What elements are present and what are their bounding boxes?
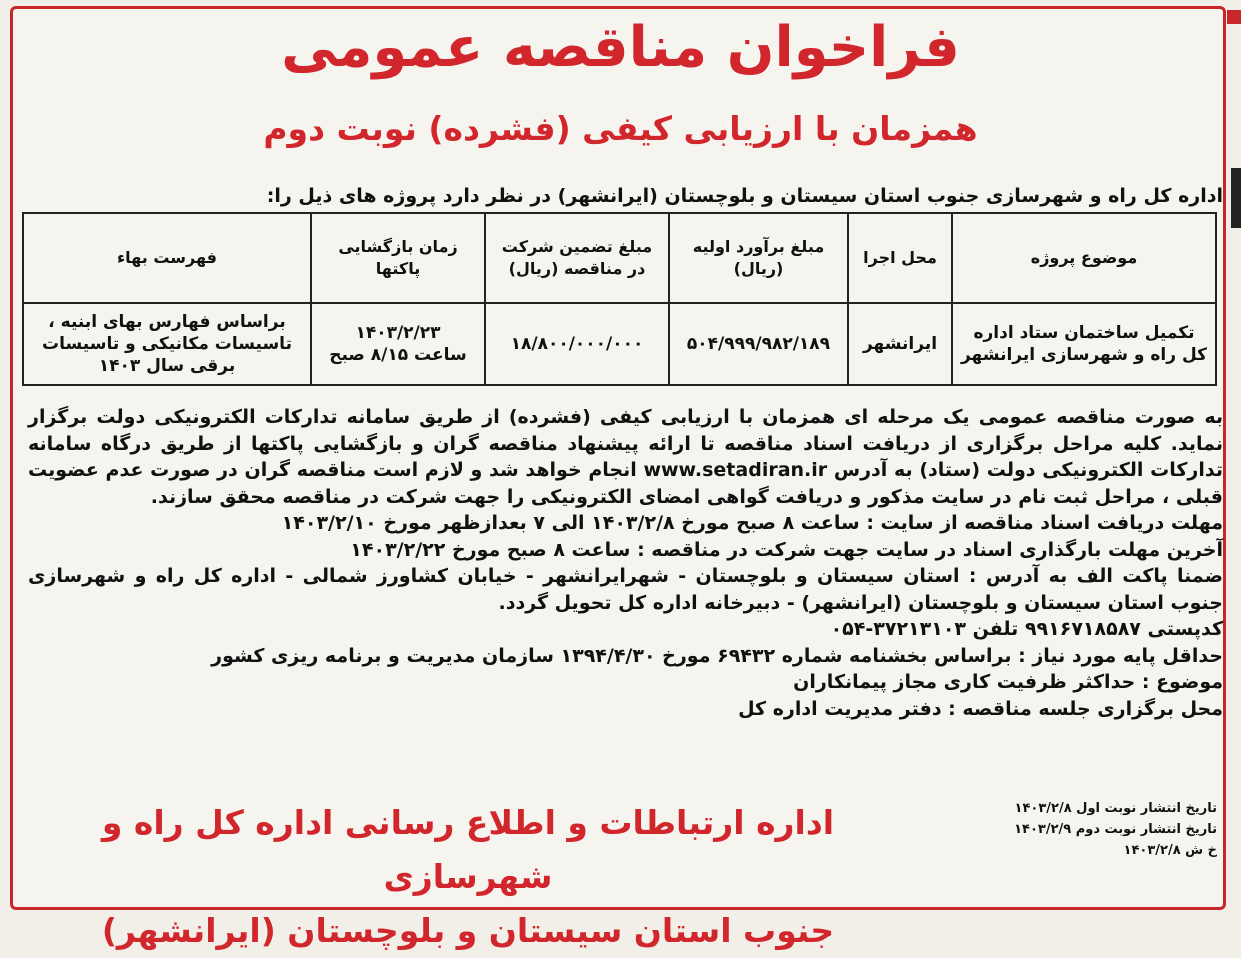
- dept-line-1: اداره ارتباطات و اطلاع رسانی اداره کل راه و شهرسازی: [101, 803, 835, 896]
- notice-subtitle: همزمان با ارزیابی کیفی (فشرده) نوبت دوم: [263, 109, 978, 148]
- publish-second: تاریخ انتشار نوبت دوم ۱۴۰۳/۲/۹: [1014, 822, 1217, 837]
- publish-first: تاریخ انتشار نوبت اول ۱۴۰۳/۲/۸: [1014, 801, 1217, 816]
- postal-phone: کدپستی ۹۹۱۶۷۱۸۵۸۷ تلفن ۳۷۲۱۳۱۰۳-۰۵۴: [830, 618, 1223, 640]
- topic-line: موضوع : حداکثر ظرفیت کاری مجاز پیمانکاران: [793, 671, 1223, 693]
- cell-pricelist: براساس فهارس بهای ابنیه ، تاسیسات مکانیکی و تاسیسات برقی سال ۱۴۰۳: [23, 303, 311, 385]
- opening-time: ساعت ۸/۱۵ صبح: [329, 345, 467, 365]
- deadline-receive: مهلت دریافت اسناد مناقصه از سایت : ساعت ۸ صبح مورخ ۱۴۰۳/۲/۸ الی ۷ بعدازظهر مورخ ۱۴۰۳/۲/۱۰: [281, 512, 1223, 534]
- intro-line: اداره کل راه و شهرسازی جنوب استان سیستان و بلوچستان (ایرانشهر) در نظر دارد پروژه های ذیل را:: [266, 185, 1223, 207]
- header-guarantee: مبلغ تضمین شرکت در مناقصه (ریال): [485, 213, 669, 303]
- department-signature: [28, 796, 908, 958]
- header-pricelist: فهرست بهاء: [23, 213, 311, 303]
- header-estimate: مبلغ برآورد اولیه (ریال): [669, 213, 848, 303]
- deadline-upload: آخرین مهلت بارگذاری اسناد در سایت جهت شرکت در مناقصه : ساعت ۸ صبح مورخ ۱۴۰۳/۲/۲۲: [350, 538, 1223, 561]
- cell-estimate: ۵۰۴/۹۹۹/۹۸۲/۱۸۹: [669, 303, 848, 385]
- body-paragraph: به صورت مناقصه عمومی یک مرحله ای همزمان با ارزیابی کیفی (فشرده) از طریق سامانه تدارکات الکترونیکی دولت برگزار نماید. کلیه مراحل برگزاری از دریافت اسناد مناقصه تا ارائه پیشنهاد مناقصه گران و بازگشایی پاکتها از طریق درگاه سامانه تدارکات الکترونیکی دولت (ستاد) به آدرس www.setadiran.ir انجام خواهد شد و لازم است مناقصه گران در صورت عدم عضویت قبلی ، مراحل ثبت نام در سایت مذکور و دریافت گواهی امضای الکترونیکی را جهت شرکت در مناقصه محقق سازند.: [28, 406, 1223, 508]
- notice-code: خ ش ۱۴۰۳/۲/۸: [1123, 843, 1217, 858]
- tender-table: [22, 212, 1217, 386]
- venue-line: محل برگزاری جلسه مناقصه : دفتر مدیریت اداره کل: [738, 697, 1223, 720]
- cell-guarantee: ۱۸/۸۰۰/۰۰۰/۰۰۰: [485, 303, 669, 385]
- notice-title: فراخوان مناقصه عمومی: [281, 15, 960, 80]
- cell-subject: تکمیل ساختمان ستاد اداره کل راه و شهرسازی ایرانشهر: [952, 303, 1216, 385]
- header-opening: زمان بازگشایی پاکتها: [311, 213, 485, 303]
- table-row: [23, 303, 1216, 385]
- edge-mark: [1231, 168, 1241, 228]
- min-grade: حداقل پایه مورد نیاز : براساس بخشنامه شماره ۶۹۴۳۲ مورخ ۱۳۹۴/۴/۳۰ سازمان مدیریت و برنامه ریزی کشور: [211, 644, 1223, 667]
- dept-line-2: جنوب استان سیستان و بلوچستان (ایرانشهر): [101, 911, 835, 950]
- envelope-address: ضمنا پاکت الف به آدرس : استان سیستان و بلوچستان - شهرایرانشهر - خیابان کشاورز شمالی - اداره کل راه و شهرسازی جنوب استان سیستان و بلوچستان (ایرانشهر) - دبیرخانه اداره کل تحویل گردد.: [28, 565, 1223, 614]
- table-header-row: [23, 213, 1216, 303]
- header-subject: موضوع پروژه: [952, 213, 1216, 303]
- cell-place: ایرانشهر: [848, 303, 952, 385]
- header-place: محل اجرا: [848, 213, 952, 303]
- publication-dates: [927, 798, 1217, 861]
- opening-date: ۱۴۰۳/۲/۲۳: [355, 323, 441, 343]
- cell-opening: [311, 303, 485, 385]
- notice-body: [28, 404, 1223, 722]
